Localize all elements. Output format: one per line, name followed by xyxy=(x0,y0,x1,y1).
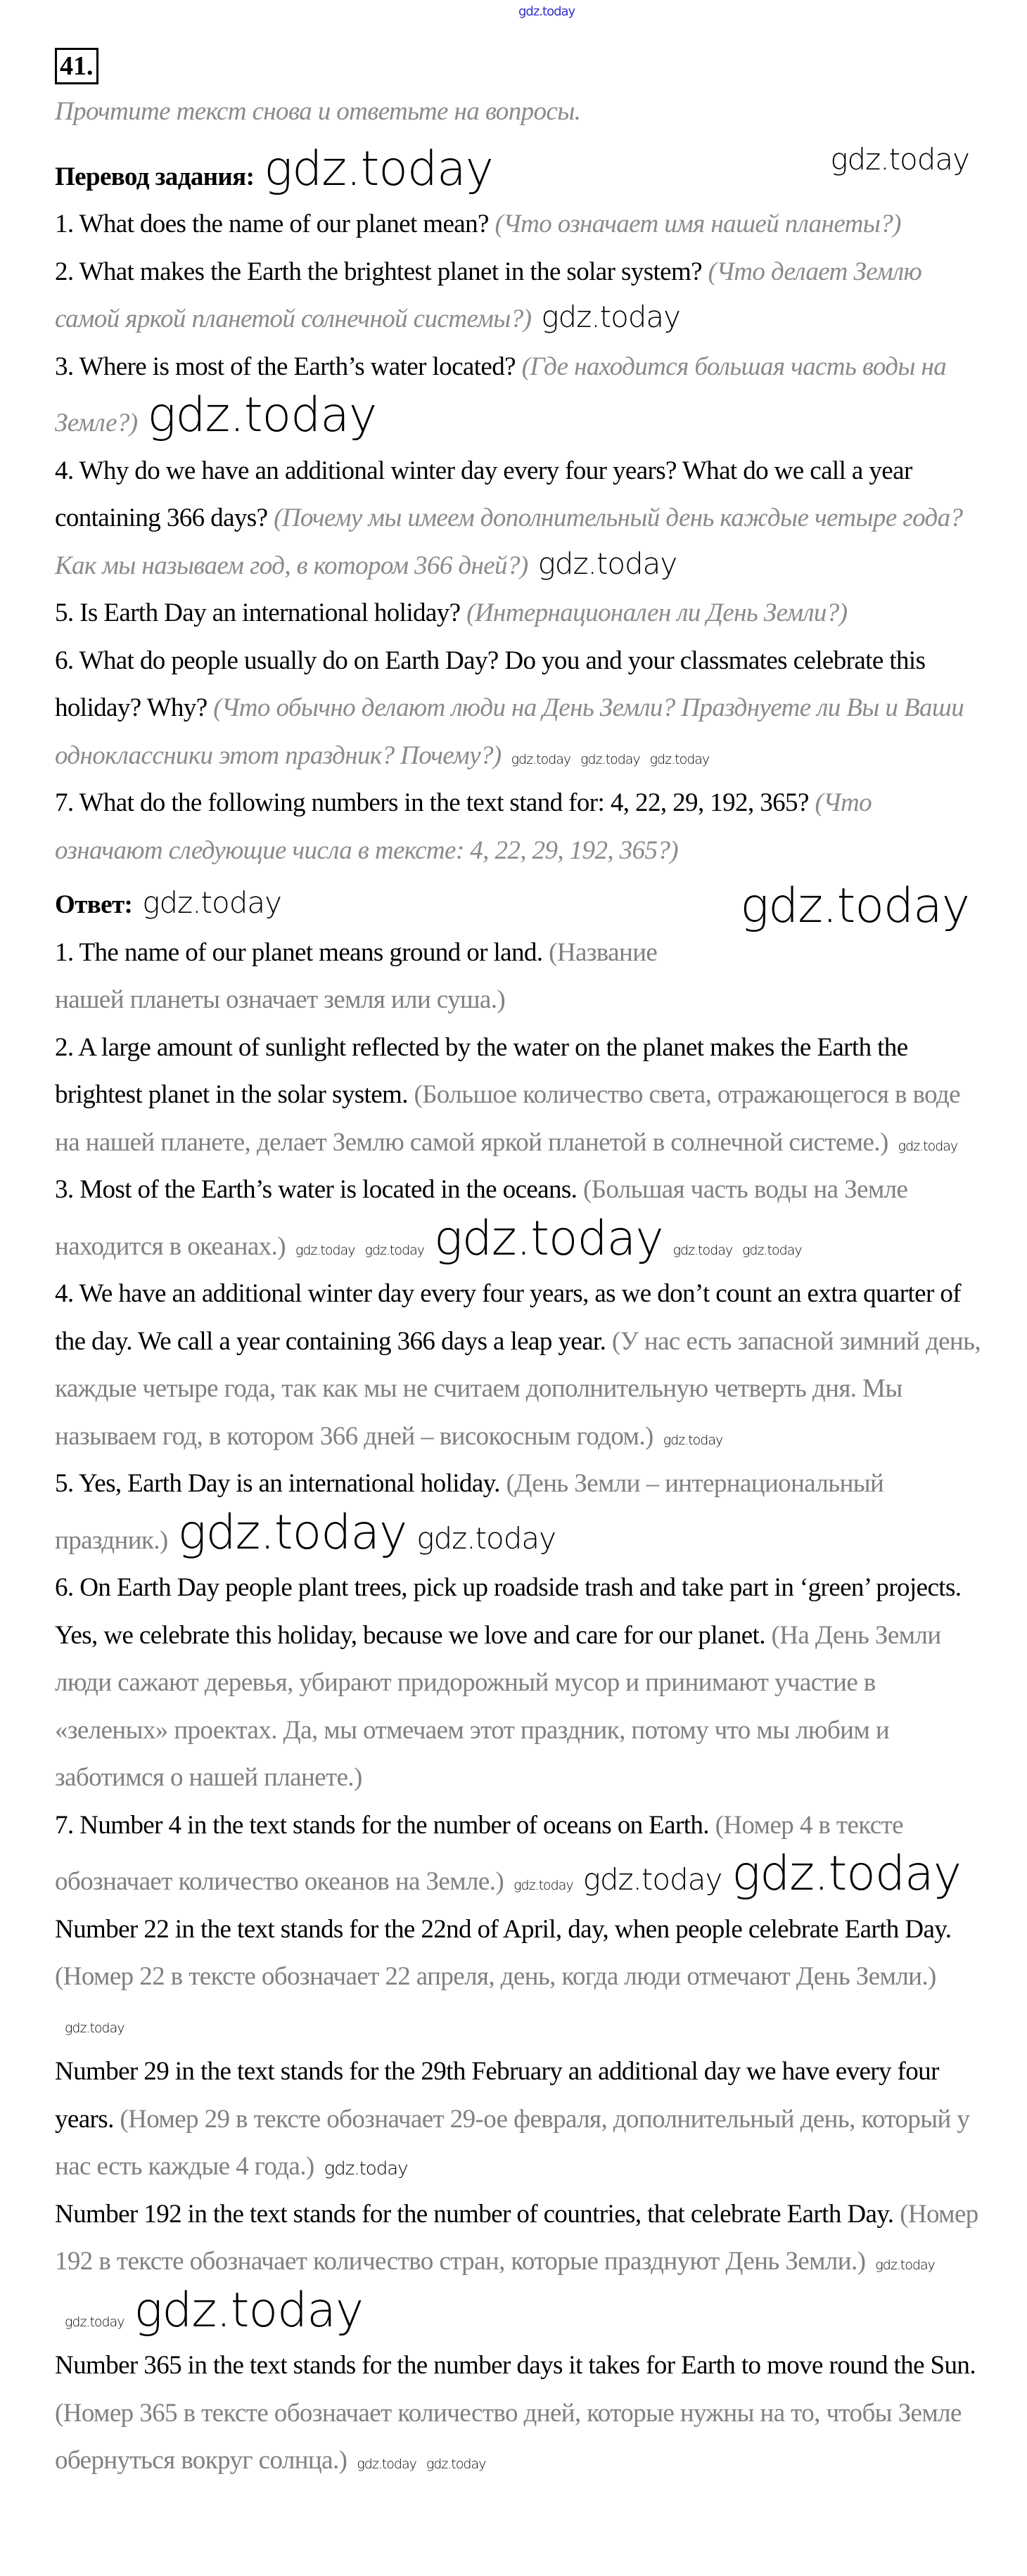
answer-item xyxy=(55,1460,983,1564)
watermark: gdz.today xyxy=(324,2158,408,2179)
answer-item xyxy=(55,1802,983,1906)
instruction: Прочтите текст снова и ответьте на вопросы. xyxy=(55,97,581,126)
answer-heading: Ответ: xyxy=(55,890,133,919)
watermark: gdz.today xyxy=(898,1138,958,1154)
answer-item xyxy=(55,2048,983,2191)
answer-en: 3. Most of the Earth’s water is located in the oceans. xyxy=(55,1175,578,1204)
questions-list xyxy=(55,200,983,874)
question-en: 2. What makes the Earth the brightest planet in the solar system? xyxy=(55,257,703,286)
answer-ru: (Номер 365 в тексте обозначает количество дней, которые нужны на то, чтобы Земле обернуться вокруг солнца.) xyxy=(55,2398,962,2475)
watermark: gdz.today xyxy=(732,1846,961,1902)
answer-item xyxy=(55,2342,983,2485)
watermark: gdz.today xyxy=(416,1520,556,1556)
question-en: 7. What do the following numbers in the text stand for: 4, 22, 29, 192, 365? xyxy=(55,788,809,817)
translation-heading: Перевод задания: xyxy=(55,162,255,191)
answer-en: 2. A large amount of sunlight reflected by the water on the planet makes the Earth the brightest planet in the solar system. xyxy=(55,1032,908,1109)
answer-en: 5. Yes, Earth Day is an international holiday. xyxy=(55,1469,500,1498)
answer-en: Number 365 in the text stands for the number days it takes for Earth to move round the Sun. xyxy=(55,2351,976,2380)
question-item xyxy=(55,589,983,637)
answer-ru: (Номер 29 в тексте обозначает 29-ое февраля, дополнительный день, который у нас есть каждые 4 года.) xyxy=(55,2104,970,2181)
watermark-top: gdz.today xyxy=(518,4,575,19)
question-ru: (Что означает имя нашей планеты?) xyxy=(495,210,901,238)
watermark: gdz.today xyxy=(357,2456,416,2472)
watermark: gdz.today xyxy=(582,1862,722,1897)
watermark: gdz.today xyxy=(649,751,710,767)
answer-en: Number 192 in the text stands for the number of countries, that celebrate Earth Day. xyxy=(55,2199,894,2229)
answer-en: 4. We have an additional winter day every four years, as we don’t count an extra quarter of the day. We call a year containing 366 days a leap year. xyxy=(55,1279,961,1356)
watermark: gdz.today xyxy=(875,2257,935,2273)
question-item xyxy=(55,248,983,343)
answer-en: 6. On Earth Day people plant trees, pick up roadside trash and take part in ‘green’ projects. Yes, we celebrate this holiday, because we love and care for our planet. xyxy=(55,1573,962,1650)
question-ru: (Что означают следующие числа в тексте: 4, 22, 29, 192, 365?) xyxy=(55,788,872,865)
question-item xyxy=(55,637,983,780)
watermark: gdz.today xyxy=(433,1210,663,1267)
answer-ru: (Название нашей планеты означает земля или суша.) xyxy=(55,937,658,1014)
answer-heading-line xyxy=(55,874,983,934)
exercise-number: 41. xyxy=(55,48,98,84)
watermark: gdz.today xyxy=(147,387,377,443)
answer-ru: (Номер 22 в тексте обозначает 22 апреля, день, когда люди отмечают День Земли.) xyxy=(55,1962,936,1991)
answer-en: Number 22 in the text stands for the 22nd of April, day, when people celebrate Earth Day. xyxy=(55,1914,952,1944)
question-ru: (Что делает Землю самой яркой планетой солнечной системы?) xyxy=(55,257,922,333)
watermark: gdz.today xyxy=(295,1242,355,1258)
watermark: gdz.today xyxy=(663,1432,723,1448)
watermark: gdz.today xyxy=(830,141,969,177)
question-en: 3. Where is most of the Earth’s water located? xyxy=(55,352,516,381)
watermark: gdz.today xyxy=(742,1242,802,1258)
question-item xyxy=(55,343,983,447)
question-ru: (Интернационален ли День Земли?) xyxy=(466,598,848,627)
answer-ru: (Номер 192 в тексте обозначает количество стран, которые празднуют День Земли.) xyxy=(55,2199,978,2276)
watermark: gdz.today xyxy=(426,2456,486,2472)
answer-item xyxy=(55,1024,983,1167)
question-en: 4. Why do we have an additional winter day every four years? What do we call a year containing 366 days? xyxy=(55,456,912,532)
document-body xyxy=(55,0,983,2499)
question-ru: (Что обычно делают люди на День Земли? Празднуете ли Вы и Ваши одноклассники этот праздник? Почему?) xyxy=(55,693,964,770)
answer-item xyxy=(55,1270,983,1460)
watermark: gdz.today xyxy=(142,885,281,920)
answers-list xyxy=(55,929,983,2485)
watermark: gdz.today xyxy=(541,300,681,334)
question-item xyxy=(55,447,983,590)
watermark: gdz.today xyxy=(511,751,571,767)
question-en: 6. What do people usually do on Earth Day? Do you and your classmates celebrate this holiday? Why? xyxy=(55,646,926,722)
watermark: gdz.today xyxy=(65,2314,125,2330)
answer-en: 7. Number 4 in the text stands for the number of oceans on Earth. xyxy=(55,1810,709,1840)
answer-ru: (Большая часть воды на Земле находится в океанах.) xyxy=(55,1175,908,1261)
question-item xyxy=(55,200,983,248)
question-ru: (Почему мы имеем дополнительный день каждые четыре года? Как мы называем год, в котором 366 дней?) xyxy=(55,504,963,580)
watermark: gdz.today xyxy=(537,546,677,581)
question-en: 5. Is Earth Day an international holiday? xyxy=(55,598,461,627)
watermark: gdz.today xyxy=(364,1242,424,1258)
watermark: gdz.today xyxy=(740,878,969,934)
watermark: gdz.today xyxy=(134,2282,364,2338)
question-ru: (Где находится большая часть воды на Земле?) xyxy=(55,352,947,437)
watermark: gdz.today xyxy=(65,2020,125,2036)
question-item xyxy=(55,779,983,874)
answer-item xyxy=(55,929,983,1024)
answer-en: Number 29 in the text stands for the 29th February an additional day we have every four years. xyxy=(55,2057,939,2134)
answer-en: 1. The name of our planet means ground or land. xyxy=(55,937,543,967)
answer-item xyxy=(55,1564,983,1802)
answer-ru: (На День Земли люди сажают деревья, убирают придорожный мусор и принимают участие в «зеленых» проектах. Да, мы отмечаем этот праздник, потому что мы любим и заботимся о нашей планете.) xyxy=(55,1620,941,1792)
translation-heading-line xyxy=(55,136,983,201)
watermark: gdz.today xyxy=(514,1878,573,1893)
watermark: gdz.today xyxy=(672,1242,733,1258)
answer-item xyxy=(55,1166,983,1270)
watermark: gdz.today xyxy=(264,141,493,197)
question-en: 1. What does the name of our planet mean? xyxy=(55,210,489,238)
answer-ru: (У нас есть запасной зимний день, каждые четыре года, так как мы не считаем дополнительную четверть дня. Мы называем год, в котором 366 дней – високосным годом.) xyxy=(55,1326,981,1451)
answer-item xyxy=(55,1906,983,2049)
answer-ru: (День Земли – интернациональный праздник.) xyxy=(55,1469,884,1555)
answer-ru: (Номер 4 в тексте обозначает количество океанов на Земле.) xyxy=(55,1810,903,1896)
watermark: gdz.today xyxy=(177,1504,407,1561)
watermark: gdz.today xyxy=(580,751,640,767)
answer-ru: (Большое количество света, отражающегося в воде на нашей планете, делает Землю самой яркой планетой в солнечной системе.) xyxy=(55,1080,960,1157)
answer-item xyxy=(55,2191,983,2343)
